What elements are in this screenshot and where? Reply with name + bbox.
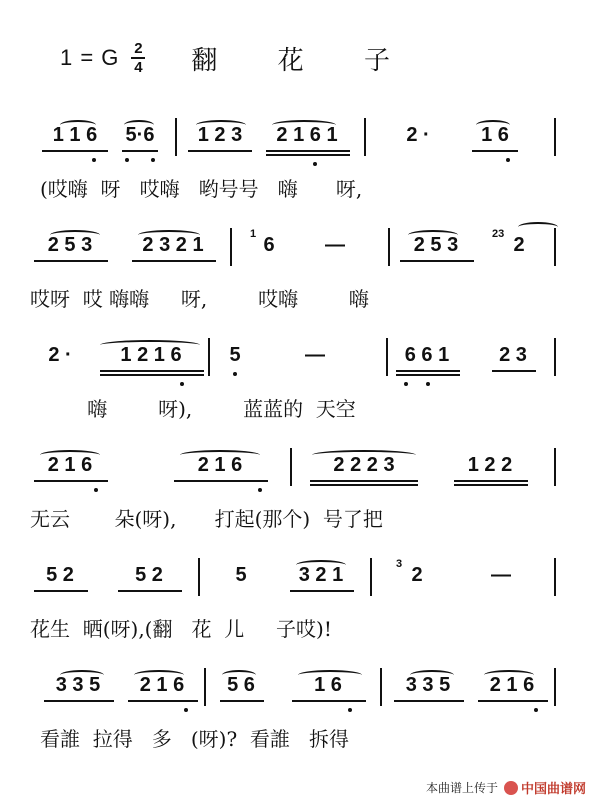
beam bbox=[478, 700, 548, 702]
footer-watermark bbox=[426, 778, 586, 797]
note-group: 2 5 3 bbox=[47, 234, 93, 256]
barline bbox=[290, 448, 292, 486]
lyric-line: (哎嗨 呀 哎嗨 哟号号 嗨 呀, bbox=[40, 177, 363, 201]
score-header bbox=[60, 38, 416, 78]
low-octave-dot bbox=[426, 382, 430, 386]
grace-note: 23 bbox=[492, 228, 505, 240]
beam bbox=[310, 484, 418, 486]
notation-row bbox=[30, 448, 560, 504]
score-system-5 bbox=[30, 558, 560, 648]
dash: — bbox=[491, 564, 511, 586]
note-group: 2 1 6 bbox=[47, 454, 93, 476]
note-group: 3 2 1 bbox=[298, 564, 344, 586]
note-group: 1 1 6 bbox=[52, 124, 98, 146]
beam bbox=[188, 150, 252, 152]
note-group: 5 6 bbox=[227, 674, 255, 696]
note-group: 2 1 6 bbox=[489, 674, 535, 696]
beam bbox=[492, 370, 536, 372]
score-system-4 bbox=[30, 448, 560, 538]
time-signature bbox=[131, 41, 145, 75]
beam bbox=[44, 700, 114, 702]
meter-numerator: 2 bbox=[134, 40, 143, 57]
note-group: 3 3 5 bbox=[405, 674, 451, 696]
beam bbox=[34, 260, 108, 262]
note-group: 5 2 bbox=[46, 564, 74, 586]
note-group: 1 6 bbox=[481, 124, 509, 146]
lyrics-row bbox=[30, 394, 560, 428]
notation-row bbox=[30, 118, 560, 174]
note-group: 2 1 6 1 bbox=[276, 124, 338, 146]
tie bbox=[518, 222, 558, 232]
score-system-3 bbox=[30, 338, 560, 428]
notation-row bbox=[30, 558, 560, 614]
grace-note: 3 bbox=[396, 558, 403, 570]
barline bbox=[388, 228, 390, 266]
barline bbox=[364, 118, 366, 156]
barline bbox=[204, 668, 206, 706]
score-system-1 bbox=[30, 118, 560, 208]
site-logo[interactable] bbox=[504, 778, 586, 797]
note-group: 1 2 3 bbox=[197, 124, 243, 146]
beam bbox=[128, 700, 198, 702]
note-group: 3 3 5 bbox=[55, 674, 101, 696]
note-group: 6 6 1 bbox=[404, 344, 450, 366]
song-title: 翻 花 子 bbox=[191, 45, 416, 76]
barline bbox=[554, 338, 556, 376]
notation-row bbox=[30, 338, 560, 394]
low-octave-dot bbox=[506, 158, 510, 162]
barline bbox=[554, 228, 556, 266]
low-octave-dot bbox=[184, 708, 188, 712]
beam bbox=[394, 700, 464, 702]
barline bbox=[198, 558, 200, 596]
beam bbox=[310, 480, 418, 482]
grace-note: 1 bbox=[250, 228, 257, 240]
barline bbox=[208, 338, 210, 376]
lyric-line: 看誰 拉得 多 (呀)? 看誰 拆得 bbox=[40, 727, 349, 751]
beam bbox=[266, 154, 350, 156]
beam bbox=[42, 150, 108, 152]
lyrics-row bbox=[30, 174, 560, 208]
note-group: 5·6 bbox=[125, 124, 155, 146]
note-group: 5 bbox=[235, 564, 247, 586]
note-group: 1 2 1 6 bbox=[120, 344, 182, 366]
lyrics-row bbox=[30, 284, 560, 318]
score-system-6 bbox=[30, 668, 560, 758]
note-group: 5 bbox=[229, 344, 241, 366]
beam bbox=[472, 150, 518, 152]
note-group: 2 1 6 bbox=[139, 674, 185, 696]
note-group: 2 2 2 3 bbox=[333, 454, 395, 476]
lyrics-row bbox=[30, 724, 560, 758]
dash: — bbox=[305, 344, 325, 366]
barline bbox=[554, 118, 556, 156]
low-octave-dot bbox=[125, 158, 129, 162]
low-octave-dot bbox=[233, 372, 237, 376]
note-group: 2 3 bbox=[499, 344, 527, 366]
low-octave-dot bbox=[534, 708, 538, 712]
barline bbox=[554, 448, 556, 486]
beam bbox=[396, 374, 460, 376]
barline bbox=[380, 668, 382, 706]
beam bbox=[290, 590, 354, 592]
score-system-2 bbox=[30, 228, 560, 318]
notation-row bbox=[30, 228, 560, 284]
low-octave-dot bbox=[180, 382, 184, 386]
low-octave-dot bbox=[94, 488, 98, 492]
note-group: 2 · bbox=[406, 124, 430, 146]
beam bbox=[34, 480, 108, 482]
barline bbox=[386, 338, 388, 376]
beam bbox=[132, 260, 216, 262]
beam bbox=[174, 480, 268, 482]
barline bbox=[554, 558, 556, 596]
low-octave-dot bbox=[92, 158, 96, 162]
barline bbox=[554, 668, 556, 706]
upload-note: 本曲谱上传于 bbox=[425, 781, 498, 795]
logo-text: 中国曲谱网 bbox=[520, 781, 586, 796]
lyric-line: 花生 晒(呀),(翻 花 儿 子哎)! bbox=[30, 617, 332, 641]
lyrics-row bbox=[30, 504, 560, 538]
beam bbox=[292, 700, 366, 702]
note-group: 5 2 bbox=[135, 564, 163, 586]
low-octave-dot bbox=[151, 158, 155, 162]
beam bbox=[100, 374, 204, 376]
beam bbox=[122, 150, 158, 152]
beam bbox=[220, 700, 264, 702]
meter-denominator: 4 bbox=[134, 59, 143, 76]
notation-row bbox=[30, 668, 560, 724]
beam bbox=[118, 590, 182, 592]
barline bbox=[175, 118, 177, 156]
lyrics-row bbox=[30, 614, 560, 648]
barline bbox=[230, 228, 232, 266]
beam bbox=[454, 480, 528, 482]
low-octave-dot bbox=[348, 708, 352, 712]
note-group: 2 bbox=[513, 234, 525, 256]
barline bbox=[370, 558, 372, 596]
beam bbox=[100, 370, 204, 372]
beam bbox=[400, 260, 474, 262]
note-group: 2 3 2 1 bbox=[142, 234, 204, 256]
note-group: 2 5 3 bbox=[413, 234, 459, 256]
lyric-line: 嗨 呀), 蓝蓝的 天空 bbox=[30, 397, 356, 421]
note-group: 6 bbox=[263, 234, 275, 256]
note-group: 2 1 6 bbox=[197, 454, 243, 476]
low-octave-dot bbox=[258, 488, 262, 492]
dash: — bbox=[325, 234, 345, 256]
beam bbox=[454, 484, 528, 486]
key-signature: 1 = G bbox=[60, 45, 120, 70]
low-octave-dot bbox=[313, 162, 317, 166]
note-group: 1 2 2 bbox=[467, 454, 513, 476]
beam bbox=[396, 370, 460, 372]
lyric-line: 哎呀 哎 嗨嗨 呀, 哎嗨 嗨 bbox=[30, 287, 369, 311]
note-group: 1 6 bbox=[314, 674, 342, 696]
beam bbox=[266, 150, 350, 152]
note-group: 2 bbox=[411, 564, 423, 586]
logo-icon bbox=[504, 781, 518, 795]
low-octave-dot bbox=[404, 382, 408, 386]
beam bbox=[34, 590, 88, 592]
lyric-line: 无云 朵(呀), 打起(那个) 号了把 bbox=[30, 507, 383, 531]
note-group: 2 · bbox=[48, 344, 72, 366]
